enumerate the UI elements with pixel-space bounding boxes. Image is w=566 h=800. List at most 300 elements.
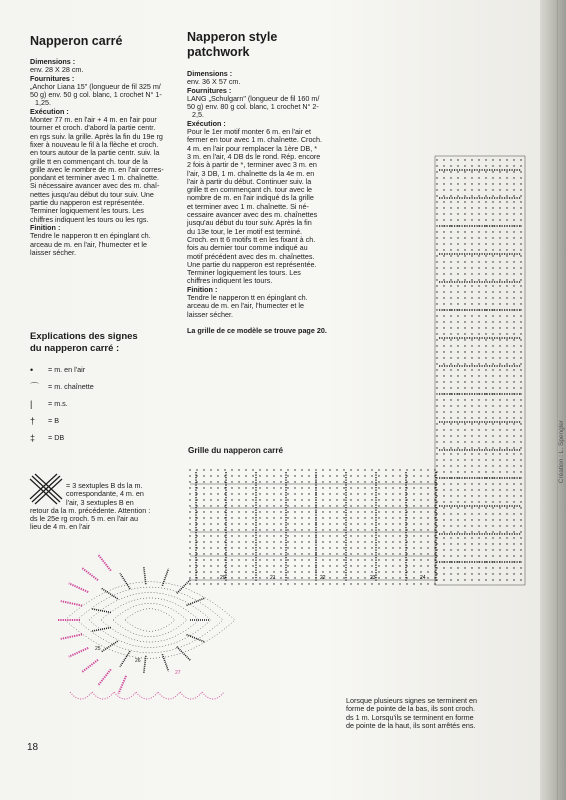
chain-stitch-dot: [336, 505, 337, 506]
chain-stitch-dot: [308, 523, 309, 524]
chain-stitch-dot: [273, 559, 274, 560]
chain-stitch-dot: [520, 525, 521, 526]
chain-stitch-dot: [499, 567, 500, 568]
chain-stitch-dot: [506, 201, 507, 202]
chain-stitch-dot: [464, 579, 465, 580]
chain-stitch-dot: [443, 273, 444, 274]
chain-stitch-dot: [492, 183, 493, 184]
chain-stitch-dot: [392, 559, 393, 560]
chain-stitch-dot: [485, 219, 486, 220]
chain-stitch-dot: [443, 261, 444, 262]
chain-stitch-dot: [450, 279, 451, 280]
chain-stitch-dot: [478, 375, 479, 376]
chain-stitch-dot: [196, 469, 197, 470]
chain-stitch-dot: [492, 459, 493, 460]
chain-stitch-dot: [210, 481, 211, 482]
chain-stitch-dot: [238, 517, 239, 518]
chain-stitch-dot: [520, 285, 521, 286]
chain-stitch-dot: [189, 559, 190, 560]
round-number-label: 27: [175, 670, 181, 676]
chain-stitch-dot: [336, 577, 337, 578]
chain-stitch-dot: [478, 495, 479, 496]
chain-stitch-dot: [413, 571, 414, 572]
chain-stitch-dot: [492, 447, 493, 448]
chain-stitch-dot: [436, 381, 437, 382]
chain-stitch-dot: [471, 453, 472, 454]
chain-stitch-dot: [499, 363, 500, 364]
chain-stitch-dot: [443, 531, 444, 532]
chain-stitch-dot: [413, 469, 414, 470]
chain-stitch-dot: [294, 481, 295, 482]
chain-stitch-dot: [406, 583, 407, 584]
chain-stitch-dot: [506, 375, 507, 376]
chain-stitch-dot: [371, 553, 372, 554]
chain-stitch-dot: [238, 505, 239, 506]
chain-stitch-dot: [203, 511, 204, 512]
chain-stitch-dot: [434, 553, 435, 554]
chain-stitch-dot: [506, 507, 507, 508]
chain-stitch-dot: [492, 363, 493, 364]
chain-stitch-dot: [385, 577, 386, 578]
chain-stitch-dot: [427, 541, 428, 542]
chain-stitch-dot: [420, 541, 421, 542]
chain-stitch-dot: [443, 303, 444, 304]
chain-stitch-dot: [478, 339, 479, 340]
chain-stitch-dot: [499, 261, 500, 262]
chain-stitch-dot: [478, 471, 479, 472]
chain-stitch-dot: [287, 505, 288, 506]
chain-stitch-dot: [280, 487, 281, 488]
chain-stitch-dot: [478, 429, 479, 430]
chain-stitch-dot: [471, 165, 472, 166]
chain-stitch-dot: [371, 541, 372, 542]
chain-stitch-dot: [287, 523, 288, 524]
chain-stitch-dot: [210, 487, 211, 488]
chain-stitch-dot: [520, 405, 521, 406]
chain-stitch-dot: [471, 303, 472, 304]
chain-stitch-dot: [485, 207, 486, 208]
chain-stitch-dot: [492, 519, 493, 520]
chain-stitch-dot: [329, 523, 330, 524]
chain-stitch-dot: [499, 405, 500, 406]
chain-stitch-dot: [420, 499, 421, 500]
chain-stitch-dot: [513, 495, 514, 496]
pink-edge-stitch: [99, 669, 111, 685]
legend-item-slip: ⌒ = m. chaînette: [30, 382, 94, 393]
chain-stitch-dot: [513, 333, 514, 334]
chain-stitch-dot: [499, 543, 500, 544]
chain-stitch-dot: [436, 429, 437, 430]
chain-stitch-dot: [443, 471, 444, 472]
chain-stitch-dot: [457, 273, 458, 274]
chain-stitch-dot: [457, 165, 458, 166]
chain-stitch-dot: [266, 493, 267, 494]
chain-stitch-dot: [329, 511, 330, 512]
chain-stitch-dot: [436, 405, 437, 406]
chain-stitch-dot: [245, 547, 246, 548]
chain-stitch-dot: [457, 321, 458, 322]
chain-stitch-dot: [280, 559, 281, 560]
chain-stitch-dot: [485, 567, 486, 568]
chain-stitch-dot: [413, 505, 414, 506]
chain-stitch-dot: [329, 571, 330, 572]
chain-stitch-dot: [450, 303, 451, 304]
chain-stitch-dot: [464, 321, 465, 322]
chain-stitch-dot: [485, 501, 486, 502]
chain-stitch-dot: [457, 189, 458, 190]
chain-stitch-dot: [513, 471, 514, 472]
chain-stitch-dot: [513, 501, 514, 502]
chain-stitch-dot: [457, 261, 458, 262]
chain-stitch-dot: [443, 333, 444, 334]
chain-stitch-dot: [273, 499, 274, 500]
chain-stitch-dot: [471, 471, 472, 472]
chain-stitch-dot: [478, 237, 479, 238]
chain-stitch-dot: [413, 499, 414, 500]
chain-stitch-dot: [245, 571, 246, 572]
chain-stitch-dot: [259, 499, 260, 500]
chain-stitch-dot: [478, 579, 479, 580]
chain-stitch-dot: [499, 579, 500, 580]
chain-stitch-dot: [217, 541, 218, 542]
chain-stitch-dot: [485, 243, 486, 244]
chain-stitch-dot: [252, 475, 253, 476]
chain-stitch-dot: [520, 201, 521, 202]
chain-stitch-dot: [457, 255, 458, 256]
chain-stitch-dot: [450, 423, 451, 424]
chain-stitch-dot: [478, 441, 479, 442]
double-crochet-icon: †: [30, 416, 36, 427]
chain-stitch-dot: [513, 207, 514, 208]
chain-stitch-dot: [485, 561, 486, 562]
chain-stitch-dot: [343, 505, 344, 506]
chain-stitch-dot: [392, 517, 393, 518]
chain-stitch-dot: [371, 565, 372, 566]
chain-stitch-dot: [217, 529, 218, 530]
chain-stitch-dot: [450, 189, 451, 190]
chain-stitch-dot: [322, 517, 323, 518]
chain-stitch-dot: [413, 517, 414, 518]
legend-cross-note: = 3 sextuples B ds la m. correspondante, 4 m. en l'air, 3 sextuples B en retour da la m. précédente. Attention : ds le 25e rg croch. 5 m. en l'air au lieu de 4 m. en l'air: [30, 481, 151, 532]
left-execution-line: chiffres indiquent les tours ou les rgs.: [30, 214, 149, 224]
chain-stitch-dot: [478, 273, 479, 274]
chain-stitch-dot: [450, 513, 451, 514]
chain-stitch-dot: [520, 567, 521, 568]
chain-stitch-dot: [371, 493, 372, 494]
chain-stitch-dot: [499, 165, 500, 166]
chain-stitch-dot: [427, 559, 428, 560]
chain-stitch-dot: [378, 529, 379, 530]
chain-stitch-dot: [478, 519, 479, 520]
chain-stitch-dot: [203, 541, 204, 542]
chain-stitch-dot: [371, 475, 372, 476]
chain-stitch-dot: [443, 489, 444, 490]
chain-stitch-dot: [203, 469, 204, 470]
chain-stitch-dot: [210, 559, 211, 560]
chain-stitch-dot: [436, 267, 437, 268]
chain-stitch-dot: [471, 573, 472, 574]
chain-stitch-dot: [378, 553, 379, 554]
chain-stitch-dot: [336, 559, 337, 560]
chain-stitch-dot: [520, 453, 521, 454]
chain-stitch-dot: [238, 577, 239, 578]
chain-stitch-dot: [273, 511, 274, 512]
chain-stitch-dot: [443, 369, 444, 370]
chain-stitch-dot: [322, 469, 323, 470]
chain-stitch-dot: [513, 435, 514, 436]
chain-stitch-dot: [471, 543, 472, 544]
chain-stitch-dot: [478, 387, 479, 388]
pink-edge-stitch: [69, 648, 88, 657]
chain-stitch-dot: [399, 487, 400, 488]
chain-stitch-dot: [189, 505, 190, 506]
chain-stitch-dot: [457, 471, 458, 472]
chain-stitch-dot: [329, 481, 330, 482]
chain-stitch-dot: [492, 303, 493, 304]
chain-stitch-dot: [364, 571, 365, 572]
chain-stitch-dot: [450, 441, 451, 442]
chain-stitch-dot: [478, 183, 479, 184]
chain-stitch-dot: [464, 351, 465, 352]
chain-stitch-dot: [399, 481, 400, 482]
chain-stitch-dot: [450, 327, 451, 328]
chain-stitch-dot: [513, 195, 514, 196]
chain-stitch-dot: [436, 375, 437, 376]
chain-stitch-dot: [450, 477, 451, 478]
chain-stitch-dot: [378, 505, 379, 506]
chain-stitch-dot: [329, 565, 330, 566]
chain-stitch-dot: [364, 499, 365, 500]
chain-stitch-dot: [301, 559, 302, 560]
chain-stitch-dot: [520, 237, 521, 238]
chain-stitch-dot: [499, 273, 500, 274]
chain-stitch-dot: [203, 505, 204, 506]
chain-stitch-dot: [350, 577, 351, 578]
chain-stitch-dot: [385, 583, 386, 584]
chain-stitch-dot: [499, 267, 500, 268]
chain-stitch-dot: [457, 231, 458, 232]
chain-stitch-dot: [245, 469, 246, 470]
chain-stitch-dot: [464, 555, 465, 556]
chain-stitch-dot: [357, 535, 358, 536]
chain-stitch-dot: [450, 171, 451, 172]
chain-stitch-dot: [252, 583, 253, 584]
chain-stitch-dot: [520, 459, 521, 460]
chain-stitch-dot: [189, 541, 190, 542]
chain-stitch-dot: [450, 321, 451, 322]
chain-stitch-dot: [464, 213, 465, 214]
chain-stitch-dot: [329, 529, 330, 530]
chain-stitch-dot: [485, 573, 486, 574]
chain-stitch-dot: [471, 159, 472, 160]
chain-stitch-dot: [478, 483, 479, 484]
chain-stitch-dot: [301, 475, 302, 476]
chain-stitch-dot: [436, 459, 437, 460]
chain-stitch-dot: [350, 505, 351, 506]
chain-stitch-dot: [506, 255, 507, 256]
chain-stitch-dot: [457, 351, 458, 352]
chain-stitch-dot: [464, 255, 465, 256]
chain-stitch-dot: [443, 501, 444, 502]
chain-stitch-dot: [471, 465, 472, 466]
chain-stitch-dot: [499, 483, 500, 484]
chain-stitch-dot: [471, 213, 472, 214]
chain-stitch-dot: [485, 579, 486, 580]
chain-stitch-dot: [464, 483, 465, 484]
chain-stitch-dot: [485, 267, 486, 268]
chain-stitch-dot: [485, 507, 486, 508]
chain-stitch-dot: [436, 243, 437, 244]
chain-stitch-dot: [350, 517, 351, 518]
chain-stitch-dot: [273, 493, 274, 494]
chain-stitch-dot: [343, 535, 344, 536]
chain-stitch-dot: [259, 511, 260, 512]
stitch-fan: [177, 647, 190, 660]
chain-stitch-dot: [413, 565, 414, 566]
chain-stitch-dot: [329, 475, 330, 476]
chain-stitch-dot: [231, 577, 232, 578]
chain-stitch-dot: [520, 339, 521, 340]
chain-stitch-dot: [364, 583, 365, 584]
chain-stitch-dot: [457, 201, 458, 202]
chain-stitch-dot: [485, 531, 486, 532]
chain-stitch-dot: [280, 523, 281, 524]
chain-stitch-dot: [506, 537, 507, 538]
chain-stitch-dot: [329, 493, 330, 494]
chain-arc: [101, 598, 199, 642]
chain-stitch-dot: [294, 505, 295, 506]
chain-stitch-dot: [457, 501, 458, 502]
chain-stitch-dot: [203, 481, 204, 482]
chain-stitch-dot: [506, 519, 507, 520]
chain-stitch-dot: [485, 399, 486, 400]
chain-stitch-dot: [329, 469, 330, 470]
chain-stitch-dot: [506, 267, 507, 268]
chain-stitch-dot: [499, 177, 500, 178]
chain-stitch-dot: [457, 375, 458, 376]
chain-stitch-dot: [266, 547, 267, 548]
right-execution-line: Une partie du napperon est représentée.: [187, 259, 317, 269]
chain-stitch-dot: [259, 481, 260, 482]
chain-stitch-dot: [436, 369, 437, 370]
chain-stitch-dot: [450, 471, 451, 472]
chain-stitch-dot: [457, 465, 458, 466]
chain-stitch-dot: [464, 513, 465, 514]
chain-stitch-dot: [499, 507, 500, 508]
chain-stitch-dot: [499, 501, 500, 502]
chain-stitch-dot: [280, 481, 281, 482]
chain-stitch-dot: [436, 453, 437, 454]
pink-edge-stitch: [82, 660, 98, 673]
chain-stitch-dot: [336, 499, 337, 500]
chain-stitch-dot: [294, 535, 295, 536]
chain-stitch-dot: [464, 381, 465, 382]
chain-stitch-dot: [485, 393, 486, 394]
chain-stitch-dot: [231, 499, 232, 500]
chain-stitch-dot: [471, 207, 472, 208]
chain-stitch-dot: [436, 309, 437, 310]
chain-stitch-dot: [513, 165, 514, 166]
chain-stitch-dot: [217, 481, 218, 482]
chain-stitch-dot: [357, 559, 358, 560]
right-materials-label: Fournitures :: [187, 85, 232, 95]
chain-stitch-dot: [499, 519, 500, 520]
chain-stitch-dot: [210, 583, 211, 584]
chain-stitch-dot: [189, 553, 190, 554]
chain-stitch-dot: [308, 559, 309, 560]
chain-stitch-dot: [392, 493, 393, 494]
chain-stitch-dot: [203, 547, 204, 548]
chain-stitch-dot: [280, 535, 281, 536]
chain-stitch-dot: [471, 231, 472, 232]
chain-stitch-dot: [210, 523, 211, 524]
treble-crochet-icon: ‡: [30, 433, 36, 444]
stitch-fan: [120, 651, 130, 667]
chain-stitch-dot: [443, 537, 444, 538]
chain-stitch-dot: [392, 529, 393, 530]
chain-stitch-dot: [189, 547, 190, 548]
chain-stitch-dot: [478, 501, 479, 502]
chain-stitch-dot: [259, 577, 260, 578]
chain-stitch-dot: [245, 481, 246, 482]
row-number-label: 24: [420, 575, 426, 581]
chain-stitch-dot: [266, 583, 267, 584]
chain-stitch-dot: [392, 487, 393, 488]
chain-stitch-dot: [443, 549, 444, 550]
chain-stitch-dot: [371, 559, 372, 560]
chain-stitch-dot: [506, 471, 507, 472]
chain-stitch-dot: [478, 261, 479, 262]
chain-stitch-dot: [450, 291, 451, 292]
chain-stitch-dot: [287, 571, 288, 572]
chain-stitch-dot: [492, 171, 493, 172]
chain-stitch-dot: [189, 535, 190, 536]
chain-stitch-dot: [427, 493, 428, 494]
chain-stitch-dot: [189, 517, 190, 518]
chain-stitch-dot: [329, 547, 330, 548]
chain-stitch-dot: [443, 573, 444, 574]
chain-stitch-dot: [371, 529, 372, 530]
chain-stitch-dot: [450, 393, 451, 394]
chain-stitch-dot: [378, 541, 379, 542]
chain-stitch-dot: [436, 225, 437, 226]
chain-stitch-dot: [457, 435, 458, 436]
chain-stitch-dot: [457, 579, 458, 580]
chain-stitch-dot: [329, 535, 330, 536]
chain-stitch-dot: [485, 363, 486, 364]
chain-stitch-dot: [427, 475, 428, 476]
chain-stitch-dot: [478, 213, 479, 214]
chain-stitch-dot: [350, 583, 351, 584]
chain-stitch-dot: [513, 273, 514, 274]
chain-stitch-dot: [506, 387, 507, 388]
chain-arc: [77, 587, 223, 653]
chain-stitch-dot: [457, 357, 458, 358]
chain-stitch-dot: [399, 547, 400, 548]
chain-stitch-dot: [499, 171, 500, 172]
right-execution-line: jusqu'au début du tour suiv. Après la fin: [187, 218, 312, 228]
pink-edge-stitch: [61, 601, 82, 606]
chain-stitch-dot: [478, 447, 479, 448]
chain-stitch-dot: [399, 583, 400, 584]
chain-stitch-dot: [266, 559, 267, 560]
chain-stitch-dot: [385, 529, 386, 530]
chain-stitch-dot: [485, 357, 486, 358]
chain-stitch-dot: [217, 571, 218, 572]
chain-stitch-dot: [322, 571, 323, 572]
chain-stitch-dot: [485, 189, 486, 190]
chain-stitch-dot: [364, 511, 365, 512]
